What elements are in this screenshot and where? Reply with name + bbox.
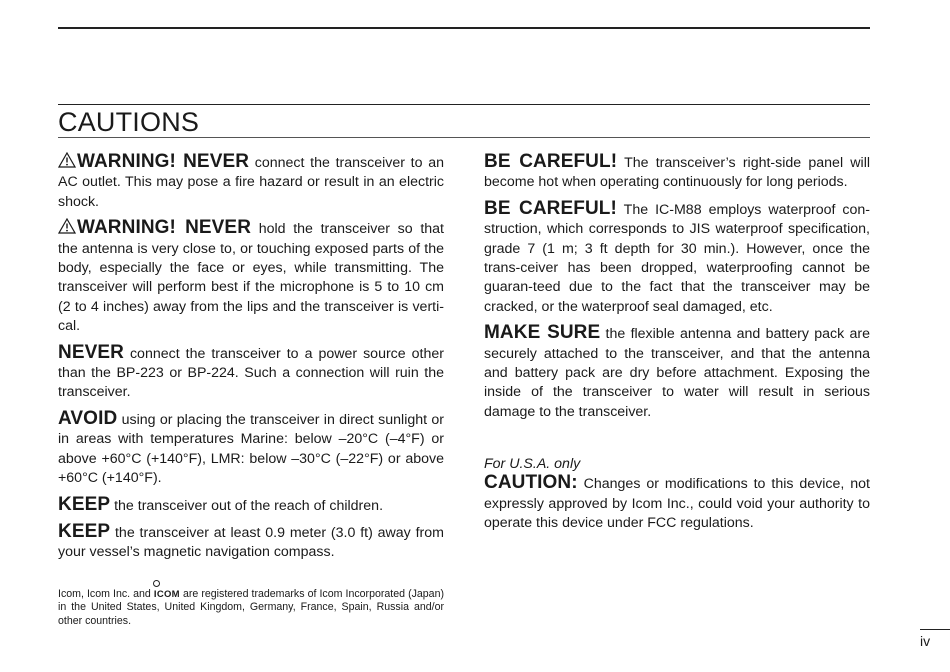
make-sure-keyword: MAKE SURE <box>484 322 601 344</box>
page-title: CAUTIONS <box>58 107 200 137</box>
warning-paragraph-1 <box>58 152 444 212</box>
warning-triangle-icon <box>58 218 76 234</box>
careful-keyword: BE CAREFUL! <box>484 197 617 219</box>
keep-keyword: KEEP <box>58 493 111 515</box>
keep-keyword: KEEP <box>58 520 111 542</box>
careful-paragraph-2 <box>484 199 870 317</box>
keep-paragraph-2 <box>58 522 444 563</box>
warning-paragraph-2 <box>58 218 444 336</box>
make-sure-paragraph <box>484 323 870 422</box>
never-text: connect the transceiver to a power source other than the BP-223 or BP-224. Such a connection will ruin the transceiver. <box>58 345 444 401</box>
usa-only-label: For U.S.A. only <box>484 456 581 473</box>
caution-text: Changes or modifications to this device, not expressly approved by Icom Inc., could void your authority to operate this device under FCC regulations. <box>484 476 870 532</box>
make-sure-text: the flexible antenna and battery pack are securely attached to the transceiver, and that the antenna and battery pack are dry before attachment. Exposing the inside of the transceiver to water will result in serious damage to the transceiver. <box>484 326 870 420</box>
keep-text: the transceiver out of the reach of children. <box>110 497 384 514</box>
keep-text: the transceiver at least 0.9 meter (3.0 ft) away from your vessel’s magnetic navigation compass. <box>58 524 444 561</box>
icom-logo-dot <box>153 580 160 587</box>
warning-text: connect the transceiver to an AC outlet. This may pose a fire hazard or result in an electric shock. <box>58 155 444 210</box>
page-number: iv <box>920 629 950 650</box>
caution-keyword: CAUTION: <box>484 472 578 494</box>
trademark-notice <box>58 585 444 628</box>
icom-logo-text: ICOM <box>153 589 180 600</box>
caution-paragraph <box>484 473 870 533</box>
usa-caution-block <box>484 456 870 533</box>
title-rule-bottom <box>58 137 870 138</box>
icom-logo <box>154 585 180 601</box>
keep-paragraph-1 <box>58 495 444 516</box>
careful-text: The transceiver’s right-side panel will become hot when operating continuously for long periods. <box>484 155 870 191</box>
header-rule <box>58 27 870 29</box>
warning-keyword: WARNING! NEVER <box>77 151 250 172</box>
right-column <box>484 152 870 540</box>
trademark-text-after: are registered trademarks of Icom Incorporated (Japan) in the United States, United Kingdom, Germany, France, Spain, Russia and/or other countries. <box>58 588 444 627</box>
avoid-text: using or placing the transceiver in direct sunlight or in areas with temperatures Marine: below –20°C (–4°F) or above +60°C (+140°F), LMR: below –30°C (–22°F) or above +60°C (+140°F). <box>58 411 444 487</box>
careful-keyword: BE CAREFUL! <box>484 151 618 172</box>
never-paragraph <box>58 343 444 403</box>
warning-text: hold the transceiver so that the antenna is very close to, or touching exposed parts of the body, especially the face or eyes, while transmitting. The transceiver will perform best if the microphone is 5 to 10 cm (2 to 4 inches) away from the lips and the transceiver is verti-cal. <box>58 221 444 335</box>
careful-paragraph-1 <box>484 152 870 193</box>
avoid-keyword: AVOID <box>58 407 118 429</box>
never-keyword: NEVER <box>58 341 124 363</box>
warning-keyword: WARNING! NEVER <box>77 217 252 239</box>
avoid-paragraph <box>58 409 444 489</box>
left-column <box>58 152 444 569</box>
careful-text: The IC-M88 employs waterproof con-struction, which corresponds to JIS waterproof specification, grade 7 (1 m; 3 ft depth for 30 min.). However, once the trans-ceiver has been dropped, waterproofing cannot be guaran-teed due to the fact that the transceiver may be cracked, or the waterproof seal damaged, etc. <box>484 201 870 315</box>
warning-triangle-icon <box>58 152 76 168</box>
trademark-text-before: Icom, Icom Inc. and <box>58 588 154 600</box>
